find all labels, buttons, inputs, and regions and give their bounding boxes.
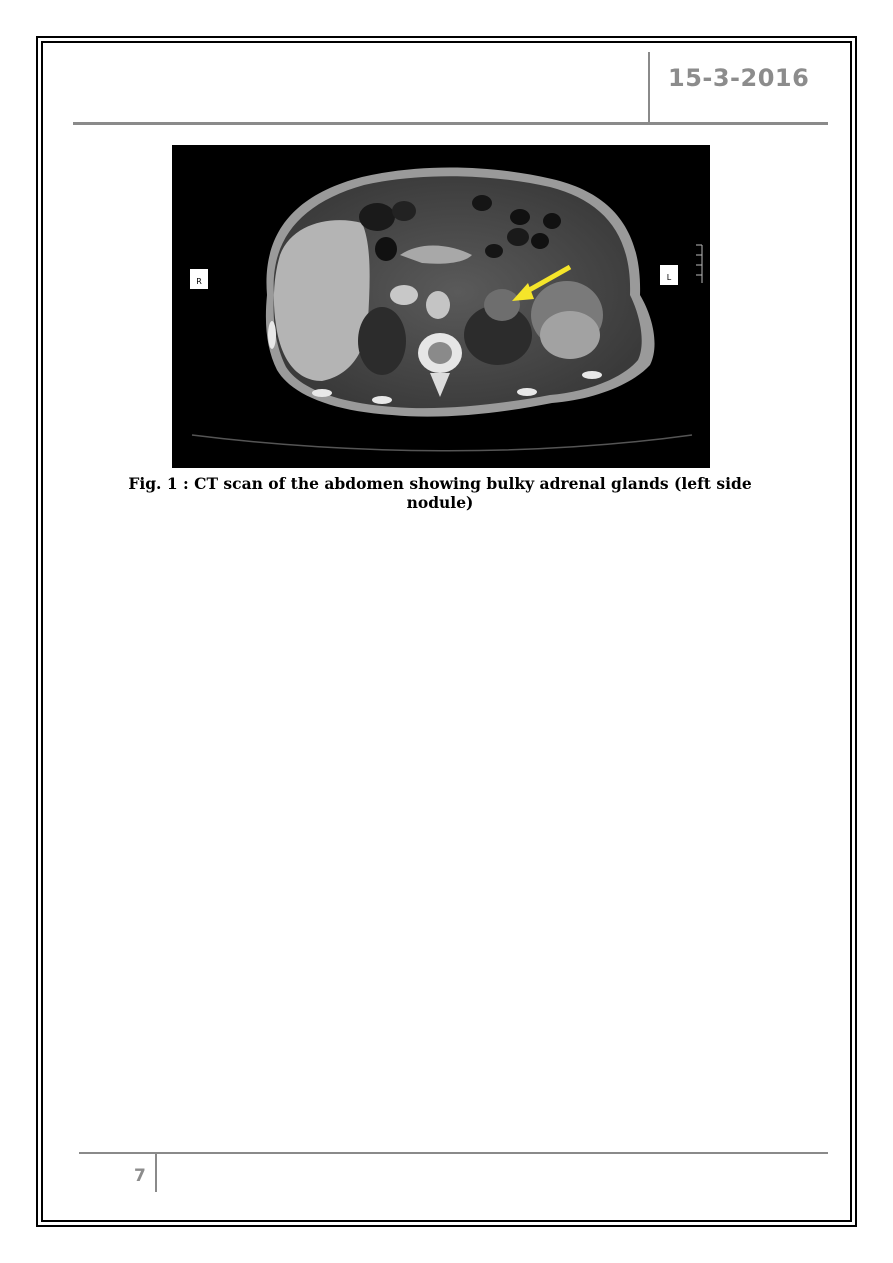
- header-divider: [648, 52, 650, 124]
- page-number: 7: [134, 1166, 146, 1186]
- footer-divider: [155, 1154, 157, 1192]
- footer-rule: [79, 1152, 828, 1154]
- marker-left-label: L: [666, 273, 672, 282]
- header-rule: [73, 122, 828, 125]
- marker-right-label: R: [196, 277, 202, 286]
- figure-caption: Fig. 1 : CT scan of the abdomen showing bulky adrenal glands (left side nodule): [128, 474, 752, 512]
- header-date: 15-3-2016: [668, 64, 810, 92]
- ct-scan-image: [172, 145, 710, 468]
